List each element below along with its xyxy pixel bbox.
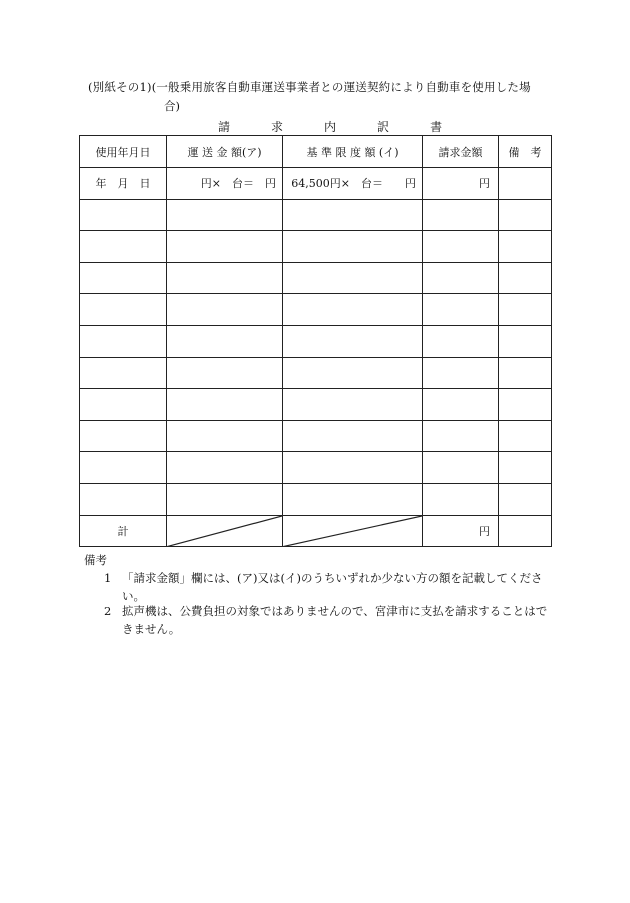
table-row — [80, 420, 552, 452]
note-item — [104, 569, 554, 605]
cell-request-amount[interactable] — [423, 325, 499, 357]
header-request-amount: 請求金額 — [423, 136, 499, 168]
cell-request-amount[interactable] — [423, 357, 499, 389]
cell-remarks[interactable] — [499, 420, 552, 452]
cell-transport-amount[interactable] — [167, 452, 283, 484]
form-title-char: 請 — [218, 120, 231, 134]
table-row — [80, 231, 552, 263]
total-transport-struck — [167, 515, 283, 547]
cell-remarks[interactable] — [499, 452, 552, 484]
cell-request-amount[interactable] — [423, 294, 499, 326]
cell-request-amount[interactable] — [423, 231, 499, 263]
table-row — [80, 262, 552, 294]
header-limit-amount: 基 準 限 度 額 (イ) — [283, 136, 423, 168]
cell-transport-amount[interactable] — [167, 420, 283, 452]
cell-usage-date[interactable] — [80, 452, 167, 484]
table-row — [80, 452, 552, 484]
cell-request-amount[interactable] — [423, 452, 499, 484]
cell-remarks[interactable] — [499, 357, 552, 389]
cell-limit-amount[interactable] — [283, 389, 423, 421]
table-row — [80, 483, 552, 515]
cell-limit-amount[interactable]: 64,500円× 台＝ 円 — [283, 168, 423, 200]
cell-limit-amount[interactable] — [283, 483, 423, 515]
total-label: 計 — [80, 515, 167, 547]
cell-limit-amount[interactable] — [283, 262, 423, 294]
note-item — [104, 602, 554, 638]
cell-usage-date[interactable] — [80, 357, 167, 389]
form-header-line2: 合) — [164, 99, 180, 113]
cell-usage-date[interactable] — [80, 199, 167, 231]
form-title — [218, 118, 442, 135]
cell-request-amount[interactable] — [423, 262, 499, 294]
cell-limit-amount[interactable] — [283, 294, 423, 326]
cell-transport-amount[interactable] — [167, 262, 283, 294]
cell-limit-amount[interactable] — [283, 420, 423, 452]
cell-limit-amount[interactable] — [283, 199, 423, 231]
table-row — [80, 325, 552, 357]
table-row — [80, 199, 552, 231]
cell-request-amount[interactable]: 円 — [423, 168, 499, 200]
cell-usage-date[interactable] — [80, 483, 167, 515]
cell-usage-date[interactable] — [80, 389, 167, 421]
cell-remarks[interactable] — [499, 199, 552, 231]
notes-title: 備考 — [84, 553, 107, 567]
total-request-amount[interactable]: 円 — [423, 515, 499, 547]
cell-transport-amount[interactable] — [167, 325, 283, 357]
cell-request-amount[interactable] — [423, 389, 499, 421]
cell-usage-date[interactable] — [80, 262, 167, 294]
cell-transport-amount[interactable] — [167, 199, 283, 231]
invoice-breakdown-table — [79, 135, 552, 547]
total-remarks[interactable] — [499, 515, 552, 547]
note-text: 「請求金額」欄には、(ア)又は(イ)のうちいずれか少ない方の額を記載してくださ — [122, 571, 543, 585]
header-remarks: 備 考 — [499, 136, 552, 168]
cell-usage-date[interactable]: 年 月 日 — [80, 168, 167, 200]
cell-transport-amount[interactable] — [167, 294, 283, 326]
header-transport-amount: 運 送 金 額(ア) — [167, 136, 283, 168]
form-title-char: 求 — [271, 120, 284, 134]
cell-transport-amount[interactable] — [167, 231, 283, 263]
form-title-char: 内 — [324, 120, 337, 134]
cell-remarks[interactable] — [499, 231, 552, 263]
diagonal-strike-line — [167, 516, 282, 547]
cell-remarks[interactable] — [499, 262, 552, 294]
cell-usage-date[interactable] — [80, 325, 167, 357]
cell-transport-amount[interactable]: 円× 台＝ 円 — [167, 168, 283, 200]
note-text: 拡声機は、公費負担の対象ではありませんので、宮津市に支払を請求することはで — [122, 604, 548, 618]
total-limit-struck — [283, 515, 423, 547]
cell-limit-amount[interactable] — [283, 231, 423, 263]
cell-limit-amount[interactable] — [283, 357, 423, 389]
cell-remarks[interactable] — [499, 483, 552, 515]
note-number: 2 — [104, 604, 112, 618]
note-text-cont: きません。 — [122, 622, 181, 636]
cell-remarks[interactable] — [499, 389, 552, 421]
cell-remarks[interactable] — [499, 294, 552, 326]
form-title-char: 訳 — [377, 120, 390, 134]
cell-request-amount[interactable] — [423, 483, 499, 515]
header-usage-date: 使用年月日 — [80, 136, 167, 168]
cell-usage-date[interactable] — [80, 294, 167, 326]
cell-limit-amount[interactable] — [283, 325, 423, 357]
cell-request-amount[interactable] — [423, 420, 499, 452]
diagonal-strike-line — [283, 516, 422, 547]
note-number: 1 — [104, 571, 112, 585]
cell-remarks[interactable] — [499, 325, 552, 357]
form-header-line1: (別紙その1)(一般乗用旅客自動車運送事業者との運送契約により自動車を使用した場 — [88, 80, 531, 94]
cell-remarks[interactable] — [499, 168, 552, 200]
empty-rows — [80, 199, 552, 515]
cell-usage-date[interactable] — [80, 420, 167, 452]
cell-request-amount[interactable] — [423, 199, 499, 231]
cell-limit-amount[interactable] — [283, 452, 423, 484]
total-row — [80, 515, 552, 547]
cell-transport-amount[interactable] — [167, 389, 283, 421]
table-row — [80, 294, 552, 326]
table-row — [80, 389, 552, 421]
table-header-row — [80, 136, 552, 168]
form-title-char: 書 — [430, 120, 443, 134]
note-text-cont: い。 — [122, 589, 145, 603]
cell-transport-amount[interactable] — [167, 483, 283, 515]
table-row — [80, 357, 552, 389]
table-row — [80, 168, 552, 200]
cell-transport-amount[interactable] — [167, 357, 283, 389]
cell-usage-date[interactable] — [80, 231, 167, 263]
